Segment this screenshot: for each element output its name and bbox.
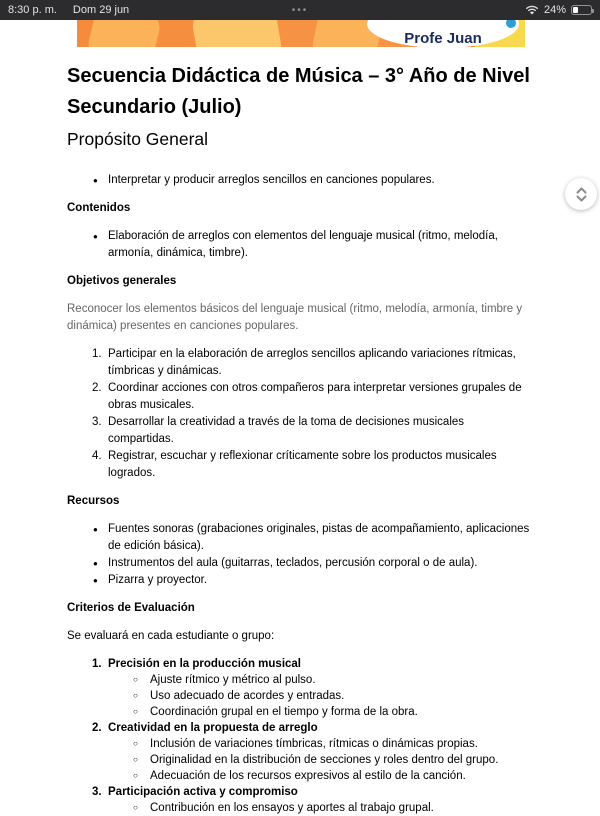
- bullet-icon: [93, 521, 108, 555]
- recursos-list: [67, 521, 533, 589]
- document-header-banner: [77, 20, 525, 47]
- numbered-item: 1. Precisión en la producción musical: [92, 658, 302, 670]
- list-item: ● Elaboración de arreglos con elementos del lenguaje musical (ritmo, melodía, armonía, dinámica, timbre).: [67, 228, 533, 262]
- circle-bullet-icon: [133, 752, 150, 768]
- sub-list-item: ○ Inclusión de variaciones tímbricas, rítmicas o dinámicas propias.: [67, 736, 533, 752]
- numbered-item: 4. Registrar, escuchar y reflexionar críticamente sobre los productos musicales logrados.: [92, 450, 497, 479]
- sub-list-item: ○ Coordinación grupal en el tiempo y forma de la obra.: [67, 704, 533, 720]
- sub-list-item: ○ Ajuste rítmico y métrico al pulso.: [67, 672, 533, 688]
- chevron-down-icon[interactable]: [576, 195, 587, 202]
- scroll-navigator[interactable]: [565, 178, 597, 210]
- proposito-list: [67, 172, 533, 189]
- numbered-item: 3. Participación activa y compromiso: [92, 786, 298, 798]
- criterios-intro: Se evaluará en cada estudiante o grupo:: [67, 630, 275, 642]
- numbered-item: 1. Participar en la elaboración de arreglos sencillos aplicando variaciones rítmicas, tímbricas y dinámicas.: [92, 348, 516, 377]
- circle-bullet-icon: [133, 688, 150, 704]
- multitasking-handle[interactable]: •••: [291, 4, 309, 16]
- list-item: ● Pizarra y proyector.: [67, 572, 533, 589]
- sub-list-item: ○ Originalidad en la distribución de secciones y roles dentro del grupo.: [67, 752, 533, 768]
- numbered-item: 2. Coordinar acciones con otros compañeros para interpretar versiones grupales de obras musicales.: [92, 382, 522, 411]
- contenidos-list: [67, 228, 533, 262]
- bullet-icon: [93, 572, 108, 589]
- bullet-icon: [93, 172, 108, 189]
- circle-bullet-icon: [133, 768, 150, 784]
- circle-bullet-icon: [133, 672, 150, 688]
- bullet-icon: [93, 555, 108, 572]
- circle-bullet-icon: [133, 704, 150, 720]
- banner-stripe: [85, 20, 164, 47]
- list-item: ● Interpretar y producir arreglos sencillos en canciones populares.: [67, 172, 533, 189]
- recursos-heading: Recursos: [67, 495, 120, 507]
- chevron-up-icon[interactable]: [576, 187, 587, 194]
- numbered-item: 3. Desarrollar la creatividad a través de la toma de decisiones musicales compartidas.: [92, 416, 465, 445]
- numbered-item: 2. Creatividad en la propuesta de arreglo: [92, 722, 318, 734]
- battery-icon: [571, 5, 592, 15]
- objetivos-list: [67, 346, 533, 482]
- circle-bullet-icon: [133, 800, 150, 816]
- bullet-icon: [93, 228, 108, 262]
- page-title: Secuencia Didáctica de Música – 3° Año de Nivel Secundario (Julio): [67, 65, 530, 118]
- criterios-list: [67, 656, 533, 816]
- logo-text: Profe Juan: [404, 30, 482, 47]
- sub-list-item: ○ Contribución en los ensayos y aportes al trabajo grupal.: [67, 800, 533, 816]
- list-item: ● Fuentes sonoras (grabaciones originales, pistas de acompañamiento, aplicaciones de edición básica).: [67, 521, 533, 555]
- criterios-heading: Criterios de Evaluación: [67, 602, 195, 614]
- circle-bullet-icon: [133, 736, 150, 752]
- objetivos-intro: Reconocer los elementos básicos del lenguaje musical (ritmo, melodía, armonía, timbre y dinámica) presentes en canciones populares.: [67, 303, 523, 332]
- status-bar: [0, 0, 600, 20]
- battery-percent-label: 24%: [543, 4, 566, 16]
- contenidos-heading: Contenidos: [67, 202, 131, 214]
- sub-list-item: ○ Adecuación de los recursos expresivos al estilo de la canción.: [67, 768, 533, 784]
- banner-stripe: [190, 20, 284, 47]
- wifi-icon: [525, 5, 539, 16]
- objetivos-heading: Objetivos generales: [67, 275, 177, 287]
- proposito-heading: Propósito General: [67, 129, 209, 149]
- clock-label: 8:30 p. m.: [8, 4, 57, 16]
- date-label: Dom 29 jun: [72, 4, 130, 16]
- document-page: [0, 47, 600, 816]
- sub-list-item: ○ Uso adecuado de acordes y entradas.: [67, 688, 533, 704]
- list-item: ● Instrumentos del aula (guitarras, teclados, percusión corporal o de aula).: [67, 555, 533, 572]
